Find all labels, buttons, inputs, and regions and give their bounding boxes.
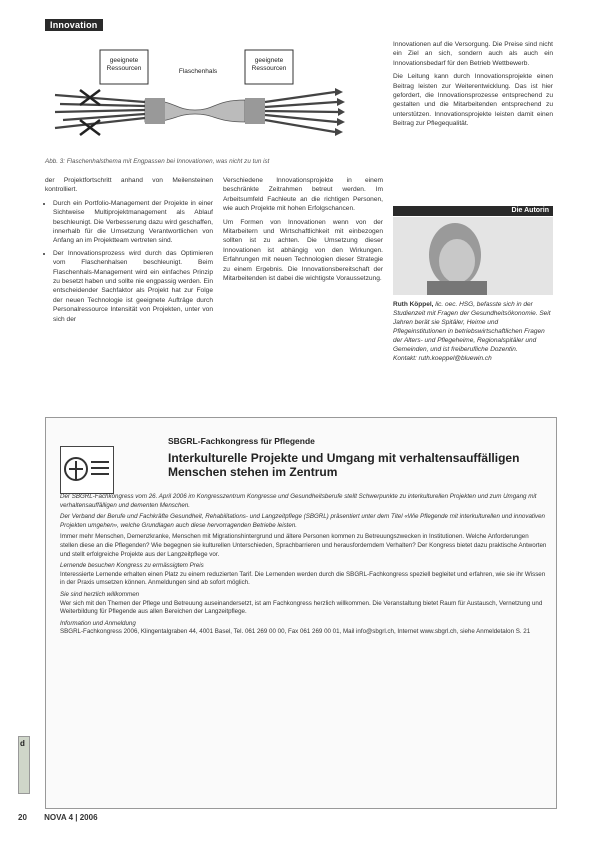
bottleneck-figure <box>45 40 345 155</box>
kongress-text <box>60 493 548 640</box>
column-3 <box>393 40 553 133</box>
col2-paragraph: Um Formen von Innovationen wenn von der Mitarbeitern und Wirtschaftlichkeit mit einbezogen sollten ist zu achten. Die Umsetzung dieser Innovationen ist abhängig von den Wirkungen. Erfahrungen mit neuen Technologien dieser Strategie zu einem Ergebnis. Die Innovationsbereitschaft der Mitarbeitenden ist dabei die wichtigste Voraussetzung. <box>223 218 383 283</box>
magazine-name: NOVA 4 | 2006 <box>44 813 98 822</box>
col2-paragraph: Verschiedene Innovationsprojekte in einem beschränkte Zeitrahmen betreut werden. Im Arbeitsumfeld Fachleute an die richtigen Personen, wie auch Projekte mit hohen Erfolgschancen. <box>223 177 383 213</box>
column-2 <box>223 176 383 287</box>
intro-paragraph: Der SBGRL-Fachkongress vom 26. April 2006 im Kongresszentrum Kongresse und Gesundheitsberufe stellt Schwerpunkte zu interkulturellen Projekten und zum Umgang mit verhaltensauffälligen und dementen Menschen. <box>60 493 537 509</box>
author-photo <box>393 217 553 295</box>
body-paragraph: Interessierte Lernende erhalten einen Platz zu einem reduzierten Tarif. Die Lernenden werden durch die SBGRL-Fachkongress speziell begleitet und erfahren, wie sie ihr Wissen in der Praxis umsetzen können. Anmeldungen sind ab sofort möglich. <box>60 570 546 587</box>
side-tab <box>18 736 30 794</box>
col1-paragraph: der Projektfortschritt anhand von Meilensteinen kontrolliert. <box>45 177 213 194</box>
body-paragraph: Immer mehr Menschen, Demenzkranke, Menschen mit Migrationshintergrund und ältere Personen kommen zu Betreuungszwecken in Institutionen. Welche Anforderungen stellen diese an die Pflegenden? Wie begegnen sie kulturellen Unterschieden, Sprachbarrieren und herausforderndem Verhalten? Der Kongress bietet dazu praktische Antworten und stellt erfolgreiche Projekte aus der Langzeitpflege vor. <box>60 533 547 558</box>
author-bio-text: lic. oec. HSG, befasste sich in der Studienzeit mit Fragen der Gesundheitsökonomie. Seit Jahren berät sie Spitäler, Heime und Pflegeinstitutionen in betriebswirtschaftlichen Fragen der Alters- und Pflegeheime, Regionalspitäler und Gemeinden, und ist freiberufliche Dozentin. <box>393 301 551 353</box>
col3-paragraph: Innovationen auf die Versorgung. Die Preise sind nicht ein Ziel an sich, sondern auch als auch ein Innovationsbedarf für den Betrieb Wettbewerb. <box>393 41 553 67</box>
figure-caption: Abb. 3: Flaschenhalsthema mit Engpassen bei Innovationen, was nicht zu tun ist <box>45 158 270 165</box>
author-name: Ruth Köppel, <box>393 301 434 308</box>
section-tag: Innovation <box>45 19 103 31</box>
author-contact: Kontakt: ruth.koeppel@bluewin.ch <box>393 355 492 362</box>
page-number: 20 <box>18 813 27 822</box>
subheading: Sie sind herzlich willkommen <box>60 590 140 598</box>
column-1 <box>45 176 213 327</box>
col1-bullet: • Der Innovationsprozess wird durch das Optimieren vom Flaschenhalsen beschleunigt. Beim Flaschenhals-Management wird ein einfaches Prinzip zu besetzt haben und sollte nie engpassig werden. Ein entscheidender Sachfaktor als Projekt hat zur Folge der neuen Technologie ist geeignete Aufträge durch Personalressource Intensität von Projekten, unter von sich der <box>53 249 213 324</box>
contact-paragraph: SBGRL-Fachkongress 2006, Klingentalgraben 44, 4001 Basel, Tel. 061 269 00 00, Fax 061 269 00 01, Mail info@sbgrl.ch, Internet www.sbgrl.ch, siehe Anmeldetalon S. 21 <box>60 628 531 636</box>
subheading: Information und Anmeldung <box>60 619 136 627</box>
figure-middle-label: Flaschenhals <box>178 68 218 75</box>
col1-bullet: • Durch ein Portfolio-Management der Projekte in einer Sichtweise Multiprojektmanagement als Ablauf beschleunigt. Die Verbesserung dazu wird geschaffen, innerhalb für die Umsetzung Verantwortlichen von Anfang an im Projektteam vertreten sind. <box>53 199 213 246</box>
body-paragraph: Wer sich mit den Themen der Pflege und Betreuung auseinandersetzt, ist am Fachkongress herzlich willkommen. Die Veranstaltung bietet Raum für Austausch, Vernetzung und Weiterbildung für Pflegende aus allen Bereichen der Langzeitpflege. <box>60 599 543 616</box>
subheading: Lernende besuchen Kongress zu ermässigtem Preis <box>60 562 204 570</box>
col3-paragraph: Die Leitung kann durch Innovationsprojekte einen Beitrag leisten zur Weiterentwicklung. Das ist hier gefordert, die Innovationsprozesse entsprechend zu gestalten und die Mitarbeitenden entsprechend zu unterstützen. Innovationsprojekte leisten damit einen Beitrag zur Pflegequalität. <box>393 73 553 128</box>
side-tab-letter: d <box>20 739 25 748</box>
kongress-headline: Interkulturelle Projekte und Umgang mit verhaltensauffälligen Menschen stehen im Zentrum <box>168 451 520 479</box>
kongress-title: SBGRL-Fachkongress für Pflegende <box>168 436 315 446</box>
author-bio <box>393 300 553 363</box>
intro-paragraph: Der Verband der Berufe und Fachkräfte Gesundheit, Rehabilitations- und Langzeitpflege (SBGRL) präsentiert unter dem Titel «Wie Pflegende mit interkulturellen und innovativen Projekten umgehen», welche Grundlagen auch diese hervorragenden Betriebe leisten. <box>60 513 545 529</box>
author-bar: Die Autorin <box>393 206 553 216</box>
figure-left-box-label: geeignete Ressourcen <box>106 57 142 72</box>
page-footer <box>18 813 98 822</box>
figure-right-box-label: geeignete Ressourcen <box>251 57 287 72</box>
sbgrl-logo <box>60 446 114 494</box>
